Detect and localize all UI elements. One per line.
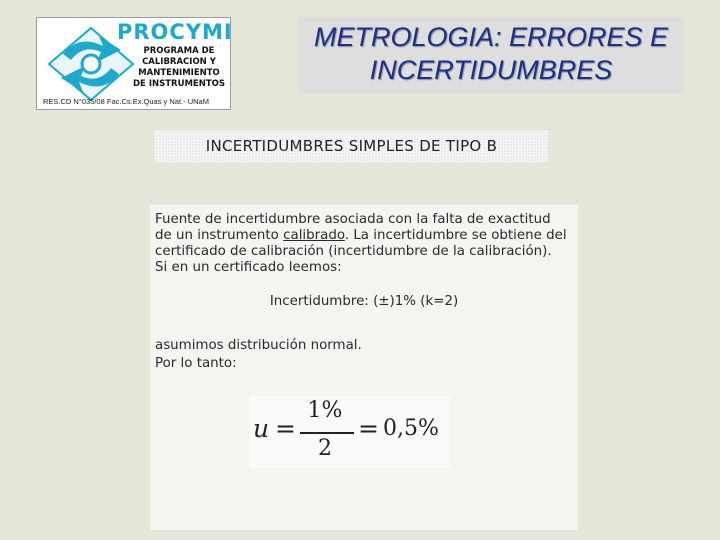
- formula-numerator: 1%: [307, 398, 343, 423]
- conclusion-text: [155, 337, 362, 373]
- logo-resolution: RES.CD N°035/08 Fac.Cs.Ex.Quas y Nat.- UNaM: [43, 97, 209, 106]
- logo-line: MANTENIMIENTO: [138, 68, 220, 78]
- formula-equals: =: [275, 414, 296, 443]
- slide-title-box: [298, 17, 684, 93]
- logo-brand: PROCYMI: [117, 20, 233, 44]
- formula-equals: =: [358, 414, 379, 443]
- formula-box: [250, 396, 450, 468]
- slide-title-line2: INCERTIDUMBRES: [369, 55, 613, 85]
- paragraph-text: de un instrumento: [155, 228, 284, 243]
- paragraph-line: certificado de calibración (incertidumbre de la calibración).: [155, 244, 552, 259]
- section-heading: INCERTIDUMBRES SIMPLES DE TIPO B: [205, 137, 498, 155]
- slide-title: [298, 21, 684, 87]
- slide-title-line1: METROLOGIA: ERRORES E: [313, 22, 669, 52]
- logo-line: DE INSTRUMENTOS: [133, 79, 225, 89]
- logo-line: PROGRAMA DE: [143, 46, 215, 56]
- conclusion-line: Por lo tanto:: [155, 356, 237, 371]
- certificate-value: Incertidumbre: (±)1% (k=2): [269, 294, 459, 309]
- formula-denominator: 2: [318, 436, 332, 461]
- section-heading-box: [155, 131, 548, 162]
- conclusion-line: asumimos distribución normal.: [155, 338, 362, 353]
- description-paragraph: [155, 212, 575, 276]
- procymi-logo: [36, 17, 231, 110]
- logo-program-text: [129, 46, 229, 90]
- formula-variable: u: [253, 414, 270, 443]
- formula-result: 0,5%: [383, 416, 439, 441]
- content-panel: [150, 205, 578, 530]
- paragraph-line: Si en un certificado leemos:: [155, 260, 342, 275]
- logo-line: CALIBRACION Y: [142, 57, 216, 67]
- calibrado-link[interactable]: calibrado: [283, 228, 345, 243]
- paragraph-text: . La incertidumbre se obtiene del: [344, 228, 567, 243]
- paragraph-line: [155, 228, 575, 244]
- paragraph-line: Fuente de incertidumbre asociada con la falta de exactitud: [155, 212, 551, 227]
- fraction-bar: [300, 432, 354, 434]
